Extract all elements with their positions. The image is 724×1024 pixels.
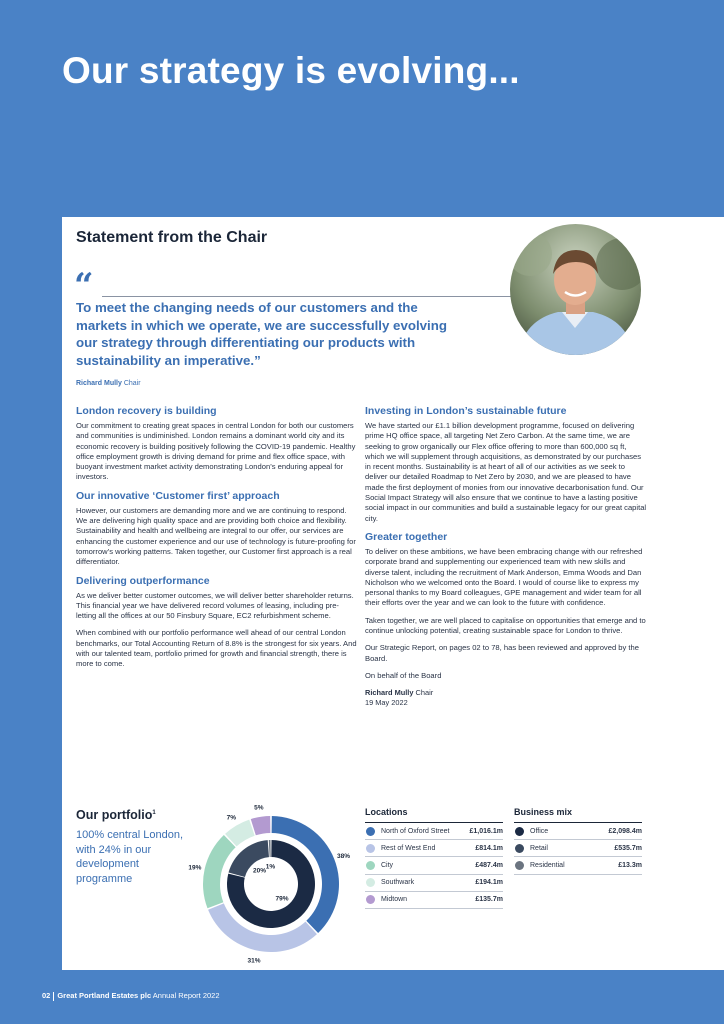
table-row <box>365 823 503 840</box>
section-heading-sustainable-future: Investing in London’s sustainable future <box>365 405 567 417</box>
row-value: £2,098.4m <box>608 827 642 835</box>
legend-swatch-icon <box>515 861 524 870</box>
paragraph: When combined with our portfolio performance well ahead of our central London benchmarks, our Total Accounting Return of 8.8% is the strongest for six years. And with our talented team, portfolio primed for growth and financial strength, there is more to come. <box>76 628 357 669</box>
signature-date: 19 May 2022 <box>365 698 408 708</box>
outer-data-label: 31% <box>247 957 261 965</box>
row-value: £814.1m <box>475 844 503 852</box>
legend-swatch-icon <box>366 844 375 853</box>
right-column <box>365 405 647 708</box>
row-label: Retail <box>530 844 548 852</box>
row-label: Southwark <box>381 879 415 887</box>
table-row <box>365 875 503 892</box>
row-value: £194.1m <box>475 879 503 887</box>
page-title: Our strategy is evolving... <box>62 50 520 91</box>
page-footer <box>42 991 220 1001</box>
table-row <box>365 857 503 874</box>
locations-heading: Locations <box>365 807 503 823</box>
paragraph: On behalf of the Board <box>365 670 442 680</box>
table-row <box>514 857 642 874</box>
footer-company: Great Portland Estates plc <box>57 991 152 1000</box>
row-label: Office <box>530 827 549 835</box>
quote-attribution <box>76 380 141 387</box>
attribution-role: Chair <box>123 380 141 387</box>
locations-table <box>365 807 503 909</box>
statement-heading: Statement from the Chair <box>76 229 268 246</box>
footer-divider <box>53 992 54 1001</box>
legend-swatch-icon <box>515 827 524 836</box>
quote-divider <box>102 296 572 297</box>
row-value: £1,016.1m <box>469 827 503 835</box>
row-value: £535.7m <box>614 844 642 852</box>
business-mix-heading: Business mix <box>514 807 642 823</box>
paragraph: Our commitment to creating great spaces in central London for both our customers and communities is undiminished. London remains a dominant world city and its economic recovery is building positively following the COVID-19 pandemic. Healthy office employment growth is driving demand for prime and flex office space, with buoyant investment market activity demonstrating London’s enduring appeal for investors. <box>76 421 356 482</box>
signature-block <box>365 688 647 708</box>
left-column <box>76 405 358 677</box>
portfolio-blurb: 100% central London, with 24% in our development programme <box>76 829 184 885</box>
attribution-name: Richard Mully <box>76 380 122 387</box>
portfolio-footnote-marker: 1 <box>152 809 156 816</box>
row-label: Rest of West End <box>381 844 436 852</box>
row-value: £487.4m <box>475 861 503 869</box>
table-row <box>365 892 503 909</box>
legend-swatch-icon <box>515 844 524 853</box>
inner-data-label: 79% <box>275 895 289 903</box>
paragraph: Our Strategic Report, on pages 02 to 78, has been reviewed and approved by the Board. <box>365 643 639 663</box>
row-label: City <box>381 861 394 869</box>
portfolio-heading <box>76 808 156 822</box>
outer-data-label: 7% <box>226 814 236 822</box>
row-value: £13.3m <box>618 861 642 869</box>
signature-role: Chair <box>415 688 434 698</box>
paragraph: As we deliver better customer outcomes, we will deliver better shareholder returns. This financial year we have delivered record volumes of leasing, including pre-letting all the offices at our 50 Finsbury Square, EC2 refurbishment scheme. <box>76 590 354 621</box>
paragraph: To deliver on these ambitions, we have been embracing change with our refreshed corporate brand and supplementing our experienced team with new skills and diverse talent, including the recruitment of Mark Anderson, Emma Woods and Dan Nicholson who we welcomed onto the Board. I would of course like to express my personal thanks to my Board colleagues, GPE management and wider team for all their efforts over the year and we can look to the future with confidence. <box>365 546 643 608</box>
row-value: £135.7m <box>475 896 503 904</box>
inner-data-label: 20% <box>253 867 267 875</box>
outer-slice-midtown <box>251 816 271 835</box>
inner-data-label: 1% <box>265 863 276 871</box>
table-row <box>365 840 503 857</box>
legend-swatch-icon <box>366 827 375 836</box>
section-heading-outperformance: Delivering outperformance <box>76 574 210 587</box>
row-label: Residential <box>530 861 565 869</box>
portfolio-heading-text: Our portfolio <box>76 808 153 822</box>
footer-report: Annual Report 2022 <box>152 991 220 1000</box>
outer-data-label: 19% <box>188 864 202 872</box>
legend-swatch-icon <box>366 861 375 870</box>
paragraph: However, our customers are demanding more and we are continuing to respond. We are delivering high quality space and are providing both choice and flexibility. Sustainability and health and wellbeing are integral to our offer, our services are enhancing the customer experience and our use of technology is future-proofing for tomorrow’s working patterns. Taken together, our Customer first approach is a real differentiator. <box>76 505 356 567</box>
section-heading-greater-together: Greater together <box>365 530 448 543</box>
legend-swatch-icon <box>366 895 375 904</box>
table-row <box>514 823 642 840</box>
section-heading-london-recovery: London recovery is building <box>76 405 217 417</box>
business-mix-table <box>514 807 642 875</box>
quote-mark-icon: “ <box>74 266 94 306</box>
portfolio-donut-chart <box>186 799 356 969</box>
legend-swatch-icon <box>366 878 375 887</box>
paragraph: Taken together, we are well placed to capitalise on opportunities that emerge and to continue unlocking potential, creating sustainable space for London to thrive. <box>365 615 646 636</box>
inner-slice-residential <box>269 840 271 857</box>
content-card <box>62 217 724 970</box>
outer-data-label: 5% <box>254 804 264 812</box>
page-number: 02 <box>42 991 51 1000</box>
signature-name: Richard Mully <box>365 688 414 698</box>
row-label: North of Oxford Street <box>381 827 450 835</box>
section-heading-customer-first: Our innovative ‘Customer first’ approach <box>76 489 280 502</box>
chair-quote: To meet the changing needs of our customers and the markets in which we operate, we are successfully evolving our strategy through differentiating our products with sustainability an imperative.” <box>76 300 447 368</box>
outer-data-label: 38% <box>337 852 351 860</box>
row-label: Midtown <box>381 896 408 904</box>
chair-portrait <box>510 224 641 355</box>
paragraph: We have started our £1.1 billion development programme, focused on delivering prime HQ office space, all targeting Net Zero Carbon. At the same time, we are seeking to grow organically our Flex office offering to more than 600,000 sq ft, which we will supplement through acquisitions, as demonstrated by our purchases in recent months. Sustainability is at heart of all of our activities as we seek to deliver our detailed Roadmap to Net Zero by 2030, and we are pleased to have made the first deployment of monies from our innovative decarbonisation fund. Our Social Impact Strategy will also ensure that we continue to have a lasting positive social impact in our communities and build a sustainable legacy for our great capital city. <box>365 421 647 523</box>
table-row <box>514 840 642 857</box>
